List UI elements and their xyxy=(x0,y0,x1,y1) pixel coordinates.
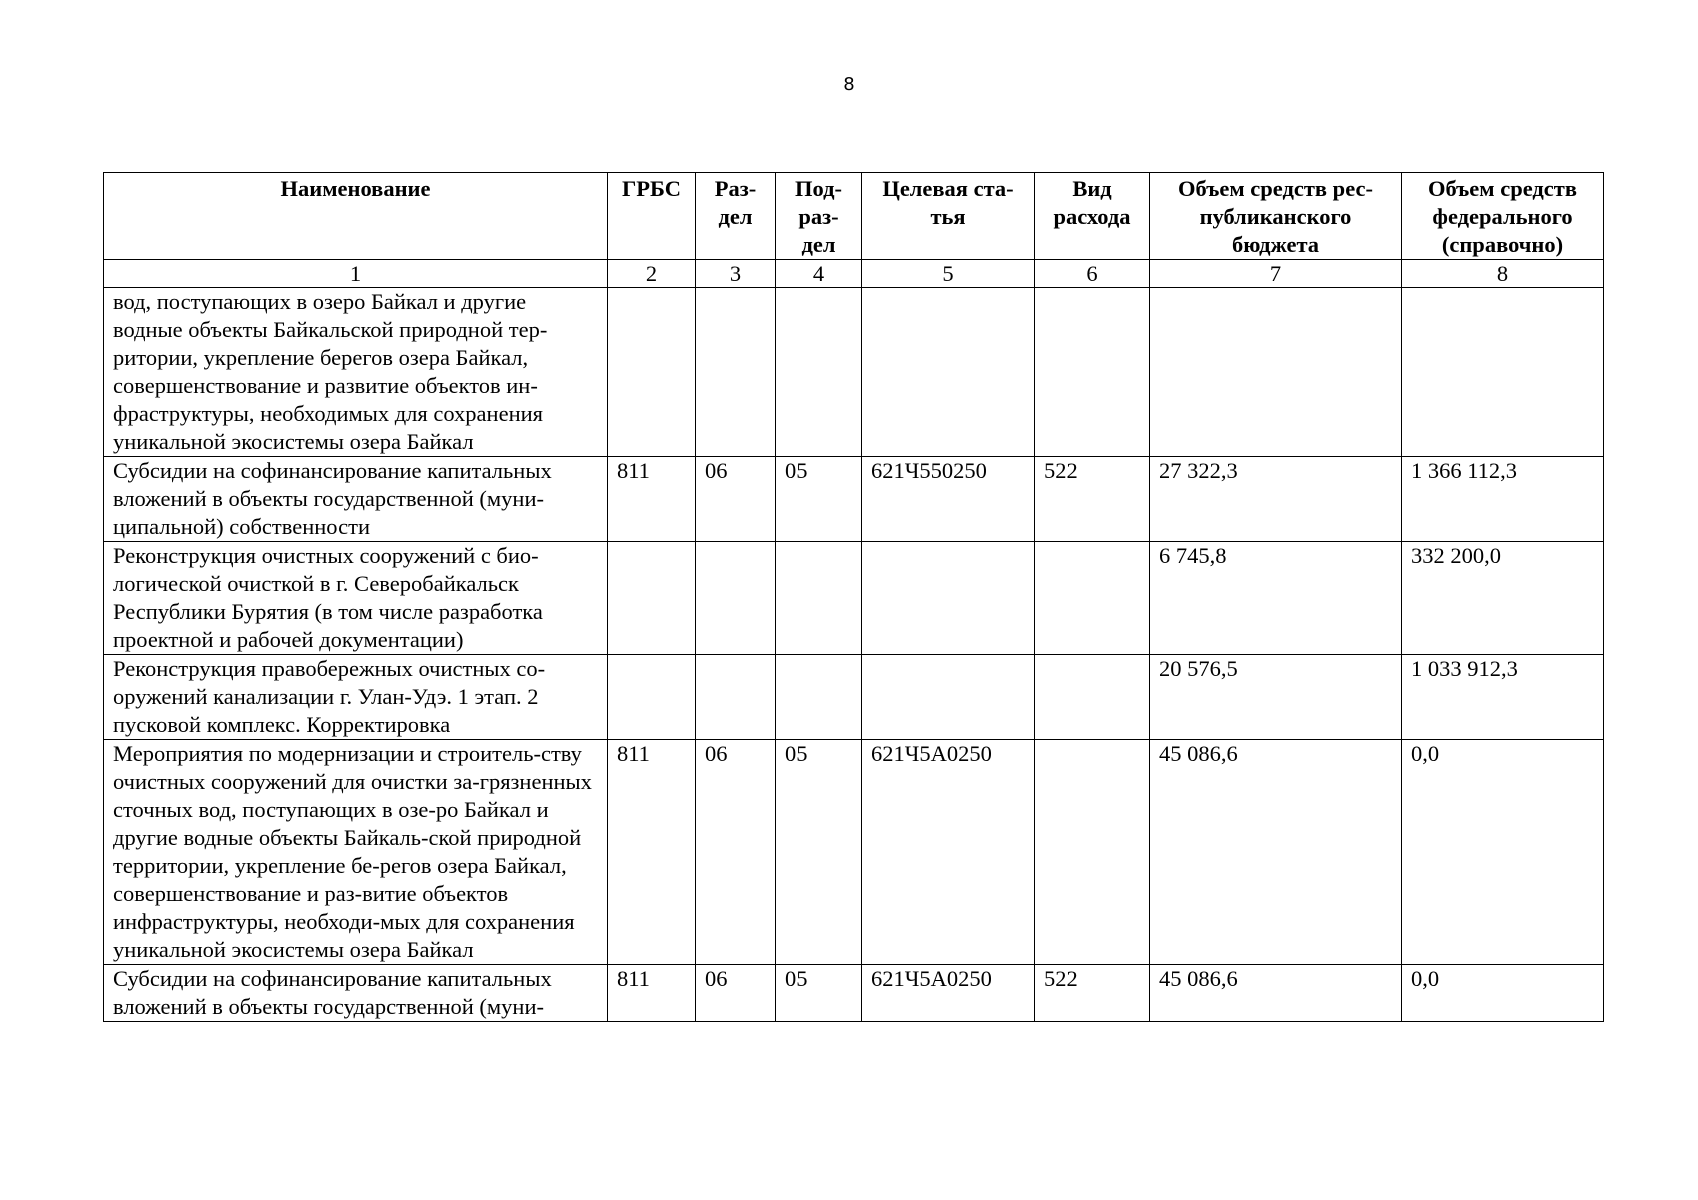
header-line: публиканского xyxy=(1199,204,1352,229)
header-line: Объем средств рес- xyxy=(1178,176,1373,201)
column-number: 8 xyxy=(1402,260,1604,288)
cell-name: Реконструкция правобережных очистных со-оружений канализации г. Улан-Удэ. 1 этап. 2 пусковой комплекс. Корректировка xyxy=(104,655,608,740)
header-line: Наименование xyxy=(280,176,431,201)
header-line: бюджета xyxy=(1231,232,1320,257)
column-number: 2 xyxy=(608,260,696,288)
cell-name: Субсидии на софинансирование капитальных вложений в объекты государственной (муни-ципальной) собственности xyxy=(104,457,608,542)
cell-podrazdel xyxy=(776,542,862,655)
header-line: Вид xyxy=(1072,176,1112,201)
header-line: Раз- xyxy=(714,176,757,201)
column-number: 3 xyxy=(696,260,776,288)
cell-celevaya: 621Ч550250 xyxy=(862,457,1035,542)
column-number: 1 xyxy=(104,260,608,288)
cell-resp xyxy=(1150,288,1402,457)
header-name xyxy=(104,173,608,260)
cell-vid xyxy=(1035,288,1150,457)
cell-resp: 45 086,6 xyxy=(1150,965,1402,1022)
column-number-row xyxy=(104,260,1604,288)
page-number: 8 xyxy=(843,74,855,95)
cell-grbs xyxy=(608,288,696,457)
header-line: Под- xyxy=(795,176,842,201)
cell-celevaya xyxy=(862,288,1035,457)
cell-celevaya xyxy=(862,542,1035,655)
table-row xyxy=(104,655,1604,740)
column-number: 5 xyxy=(862,260,1035,288)
cell-grbs xyxy=(608,655,696,740)
cell-podrazdel xyxy=(776,655,862,740)
header-line: тья xyxy=(930,204,966,229)
header-razdel xyxy=(696,173,776,260)
cell-grbs: 811 xyxy=(608,965,696,1022)
cell-razdel xyxy=(696,655,776,740)
cell-razdel xyxy=(696,542,776,655)
table-row xyxy=(104,965,1604,1022)
header-line: (справочно) xyxy=(1441,232,1564,257)
cell-podrazdel: 05 xyxy=(776,457,862,542)
header-line: дел xyxy=(718,204,753,229)
budget-table xyxy=(103,172,1604,1022)
header-vid xyxy=(1035,173,1150,260)
cell-razdel xyxy=(696,288,776,457)
header-line: ГРБС xyxy=(621,176,682,201)
header-line: Целевая ста- xyxy=(882,176,1014,201)
cell-podrazdel xyxy=(776,288,862,457)
cell-podrazdel: 05 xyxy=(776,965,862,1022)
table-header-row xyxy=(104,173,1604,260)
cell-resp: 20 576,5 xyxy=(1150,655,1402,740)
table-row xyxy=(104,457,1604,542)
cell-name: Мероприятия по модернизации и строитель-ству очистных сооружений для очистки за-грязненных сточных вод, поступающих в озе-ро Байкал и другие водные объекты Байкаль-ской природной территории, укрепление бе-регов озера Байкал, совершенствование и раз-витие объектов инфраструктуры, необходи-мых для сохранения уникальной экосистемы озера Байкал xyxy=(104,740,608,965)
cell-podrazdel: 05 xyxy=(776,740,862,965)
cell-razdel: 06 xyxy=(696,965,776,1022)
column-number: 7 xyxy=(1150,260,1402,288)
cell-fed: 1 366 112,3 xyxy=(1402,457,1604,542)
cell-name: Субсидии на софинансирование капитальных вложений в объекты государственной (муни- xyxy=(104,965,608,1022)
cell-resp: 6 745,8 xyxy=(1150,542,1402,655)
cell-fed: 1 033 912,3 xyxy=(1402,655,1604,740)
cell-grbs: 811 xyxy=(608,457,696,542)
table-row xyxy=(104,542,1604,655)
header-line: Объем средств xyxy=(1427,176,1577,201)
cell-fed: 0,0 xyxy=(1402,740,1604,965)
cell-grbs xyxy=(608,542,696,655)
header-line: расхода xyxy=(1053,204,1131,229)
cell-razdel: 06 xyxy=(696,457,776,542)
cell-vid xyxy=(1035,542,1150,655)
cell-vid xyxy=(1035,740,1150,965)
header-line: дел xyxy=(801,232,836,257)
cell-name: вод, поступающих в озеро Байкал и другие водные объекты Байкальской природной тер-ритории, укрепление берегов озера Байкал, совершенствование и развитие объектов ин-фраструктуры, необходимых для сохранения уникальной экосистемы озера Байкал xyxy=(104,288,608,457)
cell-vid: 522 xyxy=(1035,965,1150,1022)
header-grbs xyxy=(608,173,696,260)
cell-celevaya xyxy=(862,655,1035,740)
cell-resp: 45 086,6 xyxy=(1150,740,1402,965)
header-resp xyxy=(1150,173,1402,260)
cell-celevaya: 621Ч5А0250 xyxy=(862,965,1035,1022)
table-row xyxy=(104,740,1604,965)
cell-name: Реконструкция очистных сооружений с био-логической очисткой в г. Северобайкальск Республики Бурятия (в том числе разработка проектной и рабочей документации) xyxy=(104,542,608,655)
table-body xyxy=(104,288,1604,1022)
header-fed xyxy=(1402,173,1604,260)
cell-fed xyxy=(1402,288,1604,457)
cell-vid xyxy=(1035,655,1150,740)
header-celevaya xyxy=(862,173,1035,260)
cell-resp: 27 322,3 xyxy=(1150,457,1402,542)
cell-vid: 522 xyxy=(1035,457,1150,542)
cell-celevaya: 621Ч5А0250 xyxy=(862,740,1035,965)
column-number: 4 xyxy=(776,260,862,288)
column-number: 6 xyxy=(1035,260,1150,288)
header-podrazdel xyxy=(776,173,862,260)
header-line: федерального xyxy=(1432,204,1573,229)
cell-fed: 0,0 xyxy=(1402,965,1604,1022)
header-line: раз- xyxy=(798,204,839,229)
cell-grbs: 811 xyxy=(608,740,696,965)
cell-razdel: 06 xyxy=(696,740,776,965)
table-row xyxy=(104,288,1604,457)
cell-fed: 332 200,0 xyxy=(1402,542,1604,655)
